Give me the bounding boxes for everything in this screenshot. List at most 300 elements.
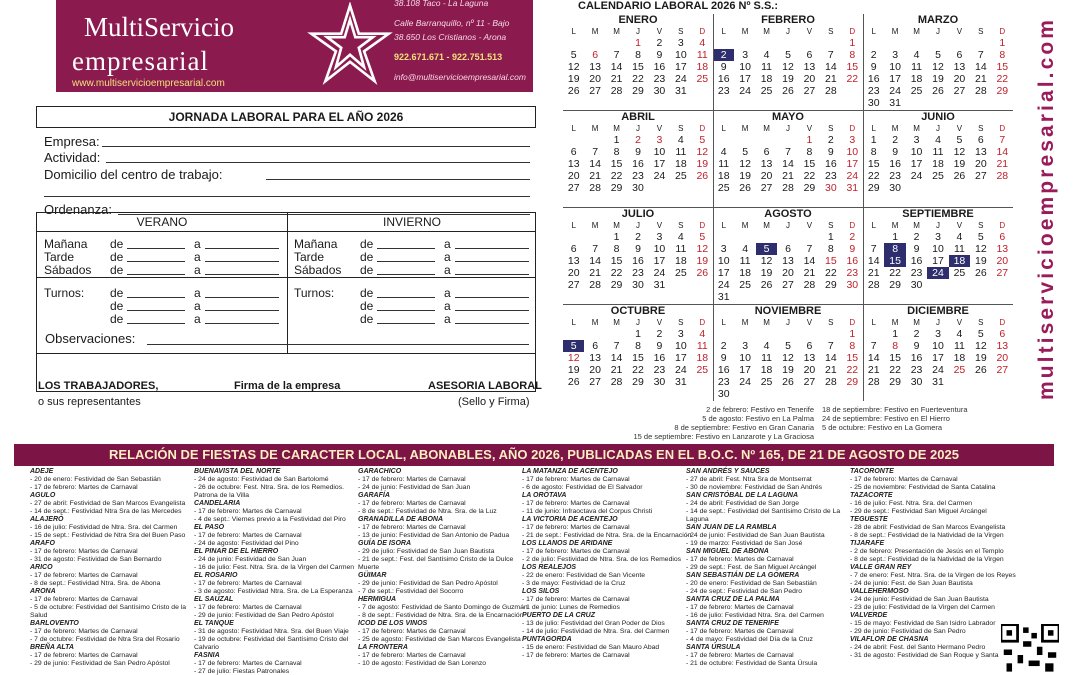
day-cell[interactable]: 5 [977, 328, 984, 340]
day-cell[interactable]: 30 [889, 182, 901, 194]
day-cell[interactable]: 2 [656, 328, 663, 340]
day-cell[interactable]: 28 [825, 85, 837, 97]
day-cell[interactable]: 21 [610, 364, 623, 376]
day-cell[interactable]: 5 [742, 146, 749, 158]
day-cell[interactable]: 4 [699, 37, 706, 49]
day-cell[interactable]: 14 [867, 255, 880, 267]
day-cell[interactable]: 25 [953, 267, 966, 279]
day-cell[interactable]: 12 [739, 158, 751, 170]
day-cell[interactable]: 19 [782, 73, 794, 85]
day-cell[interactable]: 17 [675, 61, 687, 73]
domicilio-line-2[interactable] [44, 196, 530, 197]
day-cell[interactable]: 3 [720, 243, 727, 255]
day-cell[interactable]: 29 [803, 182, 816, 194]
day-cell[interactable]: 22 [610, 170, 623, 182]
day-cell[interactable]: 21 [975, 73, 987, 85]
day-cell[interactable]: 18 [760, 73, 773, 85]
day-cell[interactable]: 20 [996, 255, 1009, 267]
day-cell[interactable]: 9 [656, 49, 663, 61]
day-cell[interactable]: 9 [870, 61, 877, 73]
day-cell[interactable]: 19 [975, 352, 987, 364]
a-line[interactable] [205, 310, 279, 311]
day-cell[interactable]: 3 [656, 231, 663, 243]
day-cell[interactable]: 23 [717, 376, 730, 388]
day-cell[interactable]: 12 [953, 146, 966, 158]
day-cell[interactable]: 29 [889, 279, 901, 291]
a-line[interactable] [205, 274, 279, 275]
day-cell[interactable]: 1 [827, 231, 834, 243]
day-cell[interactable]: 29 [825, 279, 837, 291]
day-cell[interactable]: 7 [870, 340, 877, 352]
day-cell[interactable]: 16 [717, 73, 730, 85]
actividad-line[interactable] [106, 162, 530, 163]
day-cell[interactable]: 7 [613, 49, 620, 61]
day-cell[interactable]: 3 [935, 328, 941, 340]
day-cell[interactable]: 23 [717, 85, 730, 97]
day-cell[interactable]: 13 [782, 255, 794, 267]
day-cell[interactable]: 25 [675, 170, 687, 182]
day-cell[interactable]: 26 [953, 170, 966, 182]
day-cell[interactable]: 6 [977, 134, 984, 146]
day-cell[interactable]: 17 [675, 352, 687, 364]
day-cell[interactable]: 31 [675, 376, 687, 388]
day-cell[interactable]: 27 [975, 170, 987, 182]
day-cell[interactable]: 26 [739, 182, 751, 194]
a-line[interactable] [455, 310, 529, 311]
day-cell[interactable]: 27 [589, 85, 601, 97]
a-line[interactable] [205, 323, 279, 324]
day-cell[interactable]: 4 [763, 340, 770, 352]
day-cell[interactable]: 8 [635, 340, 641, 352]
day-cell[interactable]: 30 [653, 376, 666, 388]
day-cell[interactable]: 10 [653, 146, 666, 158]
day-cell[interactable]: 8 [613, 243, 620, 255]
day-cell[interactable]: 15 [610, 158, 623, 170]
day-cell[interactable]: 31 [675, 85, 687, 97]
day-cell[interactable]: 12 [696, 243, 709, 255]
de-line[interactable] [127, 310, 185, 311]
day-cell[interactable]: 1 [635, 328, 641, 340]
day-cell[interactable]: 6 [592, 340, 599, 352]
day-cell[interactable]: 25 [760, 85, 773, 97]
day-cell[interactable]: 26 [696, 170, 709, 182]
day-cell[interactable]: 30 [910, 376, 923, 388]
day-cell[interactable]: 13 [760, 158, 773, 170]
day-cell[interactable]: 2 [913, 328, 920, 340]
day-cell[interactable]: 17 [739, 364, 751, 376]
day-cell[interactable]: 9 [913, 340, 920, 352]
day-cell[interactable]: 28 [825, 376, 837, 388]
day-cell[interactable]: 1 [849, 328, 856, 340]
day-cell[interactable]: 16 [910, 255, 923, 267]
day-cell[interactable]: 16 [867, 73, 880, 85]
day-cell[interactable]: 27 [760, 182, 773, 194]
domicilio-line[interactable] [266, 179, 530, 180]
day-cell[interactable]: 25 [696, 73, 709, 85]
day-cell[interactable]: 10 [675, 340, 687, 352]
day-cell[interactable]: 25 [910, 85, 923, 97]
day-cell[interactable]: 24 [653, 170, 666, 182]
day-cell[interactable]: 29 [610, 182, 623, 194]
day-cell[interactable]: 22 [996, 73, 1009, 85]
day-cell[interactable]: 1 [613, 134, 620, 146]
day-cell[interactable]: 23 [825, 170, 837, 182]
de-line[interactable] [377, 261, 435, 262]
day-cell[interactable]: 27 [589, 376, 601, 388]
day-cell[interactable]: 4 [956, 231, 963, 243]
day-cell[interactable]: 8 [806, 146, 813, 158]
day-cell[interactable]: 30 [632, 182, 644, 194]
day-cell[interactable]: 25 [696, 364, 709, 376]
day-cell[interactable]: 24 [932, 364, 944, 376]
day-cell[interactable]: 13 [567, 255, 580, 267]
day-cell[interactable]: 15 [889, 352, 901, 364]
day-cell[interactable]: 6 [956, 49, 963, 61]
de-line[interactable] [377, 310, 435, 311]
day-cell[interactable]: 30 [717, 388, 730, 400]
day-cell[interactable]: 13 [953, 61, 966, 73]
day-cell[interactable]: 30 [825, 182, 837, 194]
day-cell[interactable]: 4 [763, 49, 770, 61]
day-cell[interactable]: 18 [760, 364, 773, 376]
day-cell[interactable]: 21 [825, 73, 837, 85]
day-cell[interactable]: 14 [975, 61, 987, 73]
day-cell[interactable]: 9 [913, 243, 920, 255]
day-cell[interactable]: 11 [911, 61, 923, 73]
day-cell[interactable]: 28 [589, 279, 601, 291]
day-cell[interactable]: 4 [677, 231, 684, 243]
day-cell[interactable]: 31 [717, 291, 730, 303]
day-cell[interactable]: 13 [589, 61, 601, 73]
day-cell[interactable]: 15 [632, 352, 644, 364]
day-cell[interactable]: 30 [867, 97, 880, 109]
day-cell[interactable]: 19 [739, 170, 751, 182]
day-cell[interactable]: 15 [867, 158, 880, 170]
day-cell[interactable]: 26 [975, 364, 987, 376]
a-line[interactable] [455, 323, 529, 324]
day-cell[interactable]: 27 [996, 267, 1009, 279]
day-cell[interactable]: 5 [570, 49, 577, 61]
day-cell[interactable]: 10 [717, 255, 730, 267]
day-cell[interactable]: 10 [739, 61, 751, 73]
day-cell[interactable]: 5 [956, 134, 963, 146]
day-cell[interactable]: 24 [739, 85, 751, 97]
day-cell[interactable]: 25 [739, 279, 751, 291]
day-cell[interactable]: 8 [884, 243, 905, 255]
day-cell[interactable]: 5 [935, 49, 941, 61]
day-cell[interactable]: 26 [567, 85, 580, 97]
day-cell[interactable]: 13 [996, 243, 1009, 255]
day-cell[interactable]: 15 [610, 255, 623, 267]
day-cell[interactable]: 27 [803, 85, 816, 97]
day-cell[interactable]: 9 [892, 146, 899, 158]
day-cell[interactable]: 18 [932, 158, 944, 170]
day-cell[interactable]: 16 [632, 158, 644, 170]
day-cell[interactable]: 10 [910, 146, 923, 158]
day-cell[interactable]: 10 [932, 243, 944, 255]
day-cell[interactable]: 5 [756, 243, 777, 255]
de-line[interactable] [127, 261, 185, 262]
day-cell[interactable]: 13 [996, 340, 1009, 352]
day-cell[interactable]: 8 [635, 49, 641, 61]
day-cell[interactable]: 20 [567, 170, 580, 182]
day-cell[interactable]: 11 [696, 49, 708, 61]
day-cell[interactable]: 31 [932, 376, 944, 388]
day-cell[interactable]: 9 [635, 243, 641, 255]
day-cell[interactable]: 24 [910, 170, 923, 182]
day-cell[interactable]: 1 [892, 328, 899, 340]
day-cell[interactable]: 26 [782, 85, 794, 97]
day-cell[interactable]: 4 [913, 49, 920, 61]
day-cell[interactable]: 7 [870, 243, 877, 255]
day-cell[interactable]: 3 [892, 49, 899, 61]
observaciones-line[interactable] [147, 344, 529, 345]
day-cell[interactable]: 11 [932, 146, 944, 158]
day-cell[interactable]: 20 [567, 267, 580, 279]
day-cell[interactable]: 26 [932, 85, 944, 97]
day-cell[interactable]: 21 [610, 73, 623, 85]
day-cell[interactable]: 4 [742, 243, 749, 255]
day-cell[interactable]: 15 [846, 61, 859, 73]
day-cell[interactable]: 2 [635, 231, 641, 243]
day-cell[interactable]: 29 [610, 279, 623, 291]
day-cell[interactable]: 6 [570, 146, 577, 158]
day-cell[interactable]: 10 [889, 61, 901, 73]
day-cell[interactable]: 7 [613, 340, 620, 352]
day-cell[interactable]: 8 [999, 49, 1006, 61]
day-cell[interactable]: 23 [910, 364, 923, 376]
day-cell[interactable]: 8 [892, 340, 899, 352]
day-cell[interactable]: 21 [825, 364, 837, 376]
day-cell[interactable]: 15 [825, 255, 837, 267]
day-cell[interactable]: 1 [849, 37, 856, 49]
day-cell[interactable]: 15 [846, 352, 859, 364]
day-cell[interactable]: 18 [675, 255, 687, 267]
day-cell[interactable]: 10 [739, 352, 751, 364]
day-cell[interactable]: 22 [867, 170, 880, 182]
day-cell[interactable]: 1 [635, 37, 641, 49]
day-cell[interactable]: 4 [677, 134, 684, 146]
day-cell[interactable]: 20 [996, 352, 1009, 364]
day-cell[interactable]: 19 [567, 73, 580, 85]
day-cell[interactable]: 6 [570, 243, 577, 255]
day-cell[interactable]: 21 [867, 267, 880, 279]
day-cell[interactable]: 5 [785, 49, 791, 61]
day-cell[interactable]: 11 [718, 158, 730, 170]
de-line[interactable] [377, 274, 435, 275]
de-line[interactable] [127, 323, 185, 324]
day-cell[interactable]: 2 [913, 231, 920, 243]
day-cell[interactable]: 12 [760, 255, 773, 267]
day-cell[interactable]: 28 [996, 170, 1009, 182]
day-cell[interactable]: 8 [849, 49, 856, 61]
day-cell[interactable]: 24 [717, 279, 730, 291]
day-cell[interactable]: 12 [567, 352, 580, 364]
day-cell[interactable]: 25 [953, 364, 966, 376]
day-cell[interactable]: 11 [675, 243, 687, 255]
day-cell[interactable]: 29 [846, 376, 859, 388]
day-cell[interactable]: 7 [592, 146, 599, 158]
day-cell[interactable]: 19 [696, 158, 709, 170]
day-cell[interactable]: 19 [932, 73, 944, 85]
day-cell[interactable]: 10 [932, 340, 944, 352]
a-line[interactable] [455, 297, 529, 298]
day-cell[interactable]: 14 [610, 352, 623, 364]
de-line[interactable] [127, 297, 185, 298]
day-cell[interactable]: 24 [739, 376, 751, 388]
day-cell[interactable]: 3 [656, 134, 663, 146]
day-cell[interactable]: 4 [935, 134, 941, 146]
day-cell[interactable]: 3 [849, 134, 856, 146]
day-cell[interactable]: 25 [932, 170, 944, 182]
day-cell[interactable]: 14 [803, 255, 816, 267]
day-cell[interactable]: 14 [589, 158, 601, 170]
day-cell[interactable]: 21 [867, 364, 880, 376]
day-cell[interactable]: 12 [782, 61, 794, 73]
day-cell[interactable]: 14 [996, 146, 1009, 158]
day-cell[interactable]: 14 [867, 352, 880, 364]
day-cell[interactable]: 14 [782, 158, 794, 170]
day-cell[interactable]: 11 [953, 243, 965, 255]
qr-code-icon[interactable] [1001, 624, 1059, 675]
day-cell[interactable]: 9 [656, 340, 663, 352]
day-cell[interactable]: 18 [739, 267, 751, 279]
day-cell[interactable]: 15 [996, 61, 1009, 73]
day-cell[interactable]: 10 [675, 49, 687, 61]
day-cell[interactable]: 7 [592, 243, 599, 255]
day-cell[interactable]: 22 [632, 73, 644, 85]
day-cell[interactable]: 13 [803, 352, 816, 364]
day-cell[interactable]: 11 [675, 146, 687, 158]
day-cell[interactable]: 28 [867, 376, 880, 388]
day-cell[interactable]: 26 [975, 267, 987, 279]
day-cell[interactable]: 24 [675, 364, 687, 376]
day-cell[interactable]: 8 [827, 243, 834, 255]
day-cell[interactable]: 17 [653, 158, 666, 170]
day-cell[interactable]: 24 [927, 267, 948, 279]
day-cell[interactable]: 12 [975, 340, 987, 352]
day-cell[interactable]: 29 [632, 376, 644, 388]
day-cell[interactable]: 20 [589, 73, 601, 85]
day-cell[interactable]: 21 [996, 158, 1009, 170]
day-cell[interactable]: 23 [889, 170, 901, 182]
day-cell[interactable]: 17 [717, 267, 730, 279]
day-cell[interactable]: 18 [696, 352, 709, 364]
day-cell[interactable]: 20 [760, 170, 773, 182]
day-cell[interactable]: 3 [677, 37, 684, 49]
day-cell[interactable]: 24 [846, 170, 859, 182]
day-cell[interactable]: 11 [761, 352, 773, 364]
day-cell[interactable]: 22 [846, 73, 859, 85]
day-cell[interactable]: 23 [632, 170, 644, 182]
day-cell[interactable]: 2 [892, 134, 899, 146]
day-cell[interactable]: 12 [696, 146, 709, 158]
day-cell[interactable]: 17 [739, 73, 751, 85]
day-cell[interactable]: 30 [653, 85, 666, 97]
day-cell[interactable]: 16 [717, 364, 730, 376]
day-cell[interactable]: 12 [932, 61, 944, 73]
a-line[interactable] [205, 297, 279, 298]
day-cell[interactable]: 22 [889, 364, 901, 376]
day-cell[interactable]: 5 [977, 231, 984, 243]
day-cell[interactable]: 22 [632, 364, 644, 376]
day-cell[interactable]: 6 [999, 231, 1006, 243]
day-cell[interactable]: 16 [889, 158, 901, 170]
day-cell[interactable]: 7 [806, 243, 813, 255]
day-cell[interactable]: 24 [889, 85, 901, 97]
day-cell[interactable]: 24 [675, 73, 687, 85]
day-cell[interactable]: 19 [760, 267, 773, 279]
day-cell[interactable]: 14 [589, 255, 601, 267]
day-cell[interactable]: 14 [610, 61, 623, 73]
day-cell[interactable]: 6 [806, 340, 813, 352]
day-cell[interactable]: 18 [953, 352, 966, 364]
day-cell[interactable]: 5 [785, 340, 791, 352]
day-cell[interactable]: 17 [910, 158, 923, 170]
de-line[interactable] [377, 297, 435, 298]
day-cell[interactable]: 17 [889, 73, 901, 85]
day-cell[interactable]: 26 [760, 279, 773, 291]
day-cell[interactable]: 7 [827, 340, 834, 352]
day-cell[interactable]: 7 [999, 134, 1006, 146]
day-cell[interactable]: 17 [932, 352, 944, 364]
day-cell[interactable]: 21 [589, 170, 601, 182]
day-cell[interactable]: 8 [613, 146, 620, 158]
day-cell[interactable]: 8 [870, 146, 877, 158]
day-cell[interactable]: 15 [803, 158, 816, 170]
de-line[interactable] [377, 323, 435, 324]
day-cell[interactable]: 10 [846, 146, 859, 158]
day-cell[interactable]: 13 [567, 158, 580, 170]
day-cell[interactable]: 28 [610, 85, 623, 97]
day-cell[interactable]: 24 [653, 267, 666, 279]
day-cell[interactable]: 10 [653, 243, 666, 255]
day-cell[interactable]: 9 [635, 146, 641, 158]
day-cell[interactable]: 1 [892, 231, 899, 243]
day-cell[interactable]: 27 [567, 279, 580, 291]
a-line[interactable] [455, 261, 529, 262]
day-cell[interactable]: 21 [803, 267, 816, 279]
day-cell[interactable]: 26 [567, 376, 580, 388]
day-cell[interactable]: 28 [782, 182, 794, 194]
day-cell[interactable]: 28 [975, 85, 987, 97]
a-line[interactable] [455, 248, 529, 249]
day-cell[interactable]: 15 [632, 61, 644, 73]
day-cell[interactable]: 9 [849, 243, 856, 255]
day-cell[interactable]: 2 [827, 134, 834, 146]
day-cell[interactable]: 22 [803, 170, 816, 182]
day-cell[interactable]: 20 [953, 73, 966, 85]
day-cell[interactable]: 5 [563, 340, 584, 352]
day-cell[interactable]: 1 [870, 134, 877, 146]
day-cell[interactable]: 1 [613, 231, 620, 243]
day-cell[interactable]: 2 [635, 134, 641, 146]
day-cell[interactable]: 22 [610, 267, 623, 279]
day-cell[interactable]: 5 [699, 134, 706, 146]
day-cell[interactable]: 21 [782, 170, 794, 182]
day-cell[interactable]: 23 [846, 267, 859, 279]
day-cell[interactable]: 7 [977, 49, 984, 61]
day-cell[interactable]: 2 [849, 231, 856, 243]
day-cell[interactable]: 31 [889, 97, 901, 109]
day-cell[interactable]: 29 [889, 376, 901, 388]
day-cell[interactable]: 16 [825, 158, 837, 170]
day-cell[interactable]: 27 [567, 182, 580, 194]
day-cell[interactable]: 11 [953, 340, 965, 352]
day-cell[interactable]: 6 [592, 49, 599, 61]
day-cell[interactable]: 30 [846, 279, 859, 291]
day-cell[interactable]: 21 [589, 267, 601, 279]
